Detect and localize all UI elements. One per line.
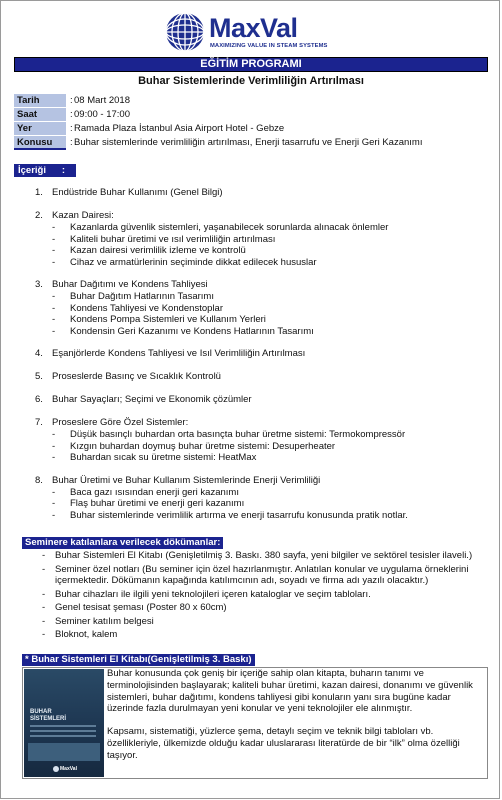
- logo-name: MaxVal: [209, 13, 298, 43]
- subject-title: Buhar Sistemlerinde Verimliliğin Artırılması: [138, 75, 364, 87]
- info-key: Tarih: [14, 94, 66, 107]
- cover-panel: [28, 743, 100, 761]
- section-subitem: - Kazanlarda güvenlik sistemleri, yaşanabilecek sorunlarda alınacak önlemler: [14, 222, 488, 234]
- maxval-logo: [165, 12, 345, 54]
- section-subitem: - Buhar sistemlerinde verimlilik artırma ve enerji tasarrufu konusunda pratik notlar.: [14, 510, 488, 522]
- outline-section: [14, 371, 488, 383]
- section-number: 6.: [35, 394, 43, 405]
- outline-section: [14, 417, 488, 464]
- info-key: Yer: [14, 122, 66, 135]
- section-number: 1.: [35, 187, 43, 198]
- outline-section: [14, 210, 488, 268]
- section-subitem: - Kondens Tahliyesi ve Kondenstoplar: [14, 303, 488, 315]
- section-title: [14, 371, 488, 383]
- cover-title-line: BUHAR: [30, 709, 52, 715]
- document-item: - Buhar cihazları ile ilgili yeni teknolojileri içeren kataloglar ve seçim tabloları.: [22, 589, 488, 601]
- cover-title-line: SİSTEMLERİ: [30, 716, 67, 722]
- outline-section: [14, 279, 488, 337]
- book-description: [107, 668, 485, 773]
- outline-section: [14, 475, 488, 522]
- documents-list: [22, 550, 488, 643]
- document-item: - Seminer özel notları (Bu seminer için özel hazırlanmıştır. Anlatılan konular ve uygulama örneklerini içermektedir. Dökümanın kapağında katılımcının adı, soyadı ve firma adı yazılı olacaktır.): [22, 564, 488, 587]
- info-row-date: [14, 94, 488, 107]
- section-title: [14, 210, 488, 222]
- section-title-text: Proseslerde Basınç ve Sıcaklık Kontrolü: [52, 371, 221, 382]
- book-cover-image: [24, 669, 104, 777]
- cover-title: [30, 709, 66, 723]
- section-title: [14, 475, 488, 487]
- section-subitem: - Kondens Pompa Sistemleri ve Kullanım Yerleri: [14, 314, 488, 326]
- section-subitem: - Flaş buhar üretimi ve enerji geri kazanımı: [14, 498, 488, 510]
- info-row-time: [14, 108, 488, 121]
- document-item: - Genel tesisat şeması (Poster 80 x 60cm): [22, 602, 488, 614]
- section-title-text: Proseslere Göre Özel Sistemler:: [52, 417, 189, 428]
- section-subitem: - Kaliteli buhar üretimi ve ısıl verimliliğin artırılması: [14, 234, 488, 246]
- info-table: [14, 94, 488, 150]
- documents-heading: Seminere katılanlara verilecek dökümanlar:: [22, 537, 223, 549]
- section-subitem: - Cihaz ve armatürlerinin seçiminde dikkat edilecek hususlar: [14, 257, 488, 269]
- section-number: 4.: [35, 348, 43, 359]
- book-paragraph: Buhar konusunda çok geniş bir içeriğe sahip olan kitapta, buharın tanımı ve terminolojisinden başlayarak; kaliteli buhar üretimi, kazan dairesi, donanımı ve güvenlik sistemleri, buhar dağıtımı, kondens tahliyesi gibi konuların yanı sıra bugüne kadar üzerinde fazla durulmayan yeni konular ve yeni teknolojiler ele alınmıştır.: [107, 668, 473, 715]
- outline-section: [14, 187, 488, 199]
- outline-section: [14, 394, 488, 406]
- section-title: [14, 187, 488, 199]
- section-subitem: - Buhardan sıcak su üretme sistemi: HeatMax: [14, 452, 488, 464]
- cover-logo-icon: [53, 766, 59, 772]
- section-number: 7.: [35, 417, 43, 428]
- cover-logo: MaxVal: [60, 766, 77, 772]
- section-number: 5.: [35, 371, 43, 382]
- section-subitem: - Kazan dairesi verimlilik izleme ve kontrolü: [14, 245, 488, 257]
- book-paragraph: Kapsamı, sistematiği, yüzlerce şema, detaylı seçim ve teknik bilgi tabloları vb. özellikleriyle, ülkemizde olduğu kadar uluslararası literatürde de bir “ilk” olma özelliği taşıyor.: [107, 726, 460, 761]
- document-item: - Seminer katılım belgesi: [22, 616, 488, 628]
- info-value: Buhar sistemlerinde verimliliğin artırılması, Enerji tasarrufu ve Enerji Geri Kazanımı: [74, 137, 423, 148]
- info-key: Saat: [14, 108, 66, 121]
- info-colon: :: [70, 123, 73, 134]
- section-subitem: - Baca gazı ısısından enerji geri kazanımı: [14, 487, 488, 499]
- info-key: Konusu: [14, 136, 66, 150]
- section-title-text: Eşanjörlerde Kondens Tahliyesi ve Isıl Verimliliğin Artırılması: [52, 348, 306, 359]
- document-item: - Bloknot, kalem: [22, 629, 488, 641]
- info-row-topic: [14, 136, 488, 149]
- section-number: 3.: [35, 279, 43, 290]
- section-title-text: Kazan Dairesi:: [52, 210, 114, 221]
- section-title: [14, 348, 488, 360]
- globe-logo-icon: [165, 12, 205, 52]
- section-title-text: Buhar Sayaçları; Seçimi ve Ekonomik çözümler: [52, 394, 252, 405]
- section-subitem: - Kızgın buhardan doymuş buhar üretme sistemi: Desuperheater: [14, 441, 488, 453]
- book-heading: * Buhar Sistemleri El Kitabı(Genişletilmiş 3. Baskı): [22, 654, 255, 666]
- section-title: [14, 394, 488, 406]
- content-heading: İçeriği :: [14, 164, 76, 177]
- info-colon: :: [70, 95, 73, 106]
- info-colon: :: [70, 137, 73, 148]
- logo-tagline: MAXIMIZING VALUE IN STEAM SYSTEMS: [210, 43, 328, 49]
- section-title: [14, 417, 488, 429]
- info-row-place: [14, 122, 488, 135]
- section-subitem: - Buhar Dağıtım Hatlarının Tasarımı: [14, 291, 488, 303]
- info-value: Ramada Plaza İstanbul Asia Airport Hotel - Gebze: [74, 123, 285, 134]
- section-title-text: Endüstride Buhar Kullanımı (Genel Bilgi): [52, 187, 223, 198]
- info-colon: :: [70, 109, 73, 120]
- outline-section: [14, 348, 488, 360]
- program-title-bar: EĞİTİM PROGRAMI: [14, 57, 488, 72]
- cover-decoration: [30, 725, 96, 740]
- section-title-text: Buhar Dağıtımı ve Kondens Tahliyesi: [52, 279, 208, 290]
- content-outline: [14, 187, 488, 532]
- document-item: - Buhar Sistemleri El Kitabı (Genişletilmiş 3. Baskı. 380 sayfa, yeni bilgiler ve sektörel tesisler ilaveli.): [22, 550, 488, 562]
- section-title-text: Buhar Üretimi ve Buhar Kullanım Sistemlerinde Enerji Verimliliği: [52, 474, 321, 486]
- section-number: 2.: [35, 210, 43, 221]
- info-value: 09:00 - 17:00: [74, 109, 130, 120]
- info-value: 08 Mart 2018: [74, 95, 130, 106]
- section-subitem: - Düşük basınçlı buhardan orta basınçta buhar üretme sistemi: Termokompressör: [14, 429, 488, 441]
- section-number: 8.: [35, 474, 43, 486]
- section-title: [14, 279, 488, 291]
- book-box: [22, 667, 488, 779]
- section-subitem: - Kondensin Geri Kazanımı ve Kondens Hatlarının Tasarımı: [14, 326, 488, 338]
